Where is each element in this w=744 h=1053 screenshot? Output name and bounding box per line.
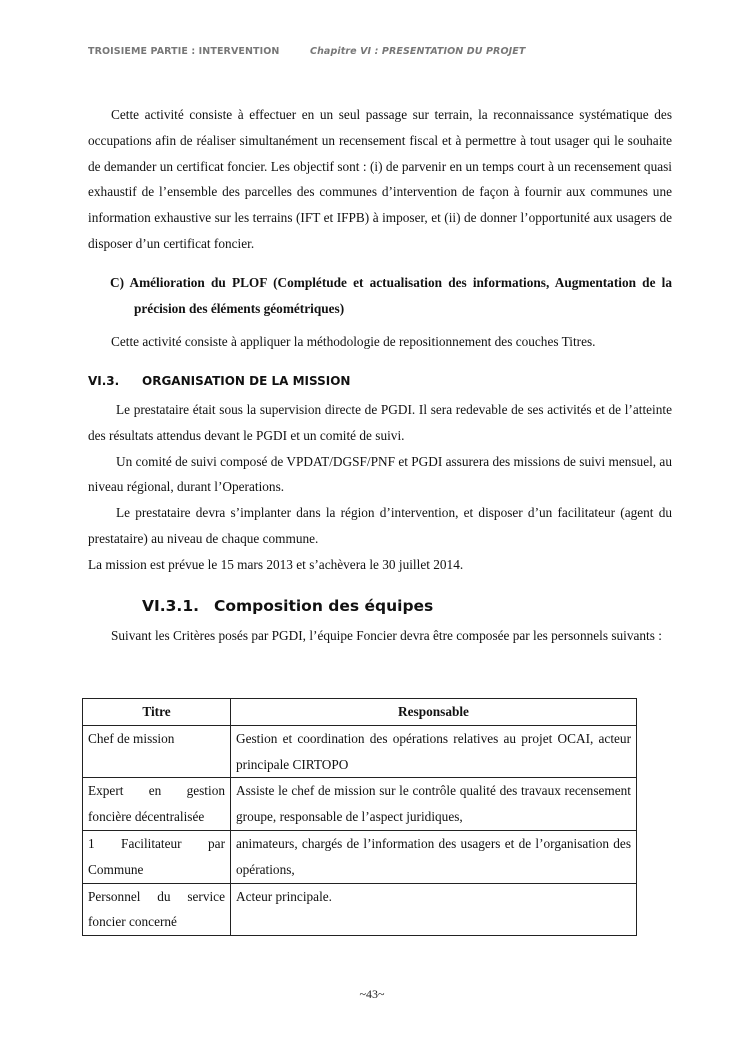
cell-responsable: Gestion et coordination des opérations relatives au projet OCAI, acteur principale CIRTOPO — [231, 725, 637, 778]
subsection-heading-teams — [88, 594, 672, 620]
section-number: VI.3. — [88, 374, 120, 389]
paragraph-mission-dates: La mission est prévue le 15 mars 2013 et s’achèvera le 30 juillet 2014. — [88, 556, 464, 572]
paragraph-committee: Un comité de suivi composé de VPDAT/DGSF/PNF et PGDI assurera des missions de suivi mensuel, au niveau régional, durant l’Operations. — [88, 453, 672, 495]
table-header-row — [83, 699, 637, 726]
cell-titre: Personnel du service foncier concerné — [83, 883, 231, 936]
paragraph-supervision: Le prestataire était sous la supervision directe de PGDI. Il sera redevable de ses activités et de l’atteinte des résultats attendus devant le PGDI et un comité de suivi. — [88, 401, 672, 443]
table-row — [83, 778, 637, 831]
section-title: ORGANISATION DE LA MISSION — [142, 374, 351, 389]
page-number: ~43~ — [359, 987, 385, 1001]
header-part: TROISIEME PARTIE : INTERVENTION — [88, 46, 280, 57]
column-header-titre: Titre — [83, 699, 231, 726]
team-composition-table — [82, 698, 637, 936]
cell-titre: 1 Facilitateur par Commune — [83, 830, 231, 883]
column-header-responsable: Responsable — [231, 699, 637, 726]
subsection-number: VI.3.1. — [142, 596, 199, 615]
table-row — [83, 830, 637, 883]
table-row — [83, 883, 637, 936]
cell-titre: Chef de mission — [83, 725, 231, 778]
cell-responsable: animateurs, chargés de l’information des usagers et de l’organisation des opérations, — [231, 830, 637, 883]
header-chapter: Chapitre VI : PRESENTATION DU PROJET — [310, 46, 526, 57]
running-header — [88, 46, 526, 57]
page-body — [88, 102, 672, 649]
paragraph-activity-description: Cette activité consiste à effectuer en un seul passage sur terrain, la reconnaissance systématique des occupations afin de réaliser simultanément un recensement fiscal et à permettre à tout usager qui le souhaite de demander un certificat foncier. Les objectif sont : (i) de parvenir en un temps court à un recensement quasi exhaustif de l’ensemble des parcelles des communes d’intervention de façon à fournir aux communes une information exhaustive sur les terrains (IFT et IFPB) à imposer, et (ii) de donner l’opportunité aux usagers de disposer d’un certificat foncier. — [88, 107, 672, 251]
section-heading-organisation — [88, 369, 672, 395]
paragraph-facilitator: Le prestataire devra s’implanter dans la région d’intervention, et disposer d’un facilitateur (agent du prestataire) au niveau de chaque commune. — [88, 505, 672, 546]
paragraph-repositioning: Cette activité consiste à appliquer la méthodologie de repositionnement des couches Titres. — [111, 334, 596, 350]
subsection-title: Composition des équipes — [214, 596, 434, 615]
paragraph-team-criteria: Suivant les Critères posés par PGDI, l’équipe Foncier devra être composée par les personnels suivants : — [111, 628, 662, 644]
table-row — [83, 725, 637, 778]
cell-titre: Expert en gestion foncière décentralisée — [83, 778, 231, 831]
cell-responsable: Assiste le chef de mission sur le contrôle qualité des travaux recensement groupe, responsable de l’aspect juridiques, — [231, 778, 637, 831]
subheading-c-plof: C) Amélioration du PLOF (Complétude et actualisation des informations, Augmentation de la précision des éléments géométriques) — [110, 274, 672, 316]
cell-responsable: Acteur principale. — [231, 883, 637, 936]
